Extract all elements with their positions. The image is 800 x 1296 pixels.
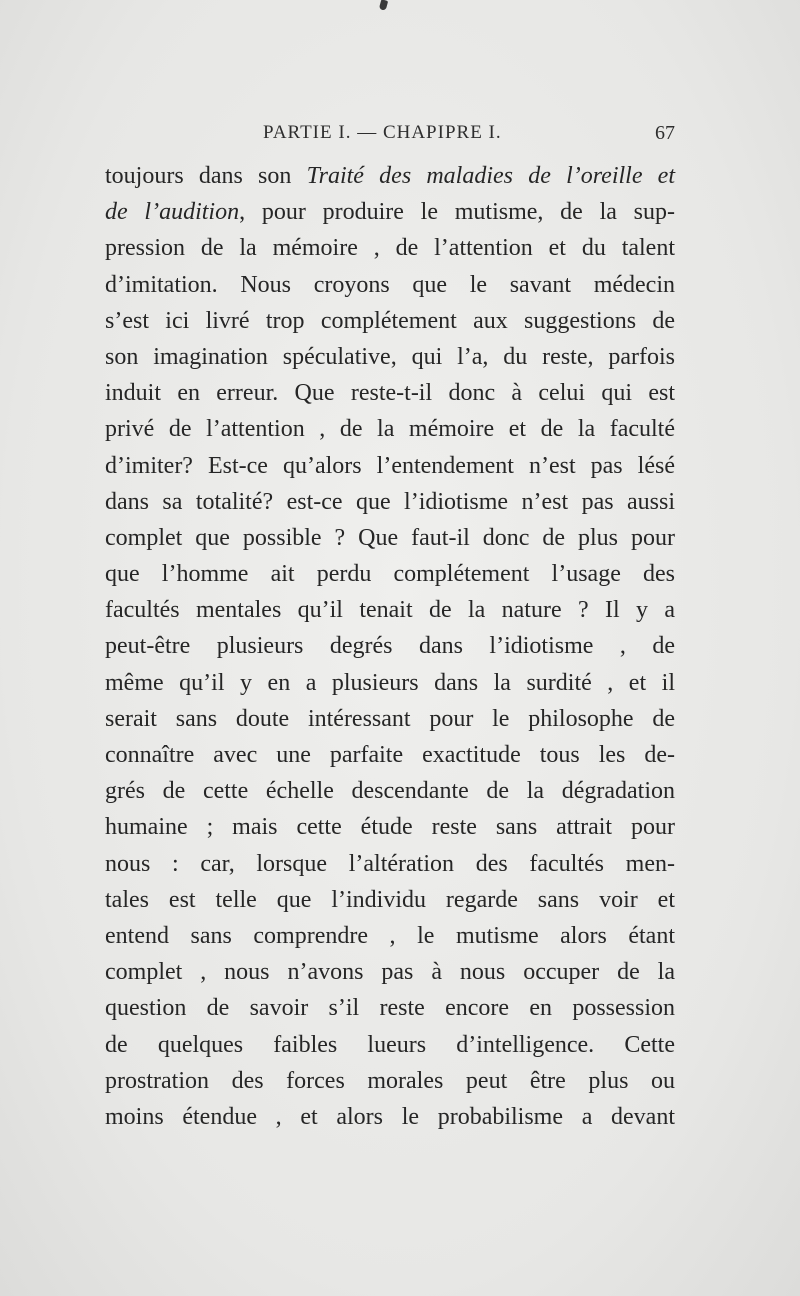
text-line: que l’homme ait perdu complétement l’usage des bbox=[105, 561, 675, 588]
text-line: son imagination spéculative, qui l’a, du reste, parfois bbox=[105, 343, 675, 370]
text-line: pression de la mémoire , de l’attention et du talent bbox=[105, 235, 675, 262]
text-line: induit en erreur. Que reste-t-il donc à celui qui est bbox=[105, 380, 675, 407]
text-line: humaine ; mais cette étude reste sans attrait pour bbox=[105, 814, 675, 841]
text-line: s’est ici livré trop complétement aux suggestions de bbox=[105, 307, 675, 334]
text-line: complet , nous n’avons pas à nous occuper de la bbox=[105, 959, 675, 986]
text-line: question de savoir s’il reste encore en possession bbox=[105, 995, 675, 1022]
text-line bbox=[105, 194, 675, 230]
text-line: tales est telle que l’individu regarde sans voir et bbox=[105, 886, 675, 913]
text-line: dans sa totalité? est-ce que l’idiotisme n’est pas aussi bbox=[105, 488, 675, 515]
text-line: privé de l’attention , de la mémoire et de la faculté bbox=[105, 416, 675, 443]
text-line: prostration des forces morales peut être plus ou bbox=[105, 1067, 675, 1094]
ink-mark bbox=[379, 0, 388, 11]
page-number: 67 bbox=[655, 122, 675, 144]
text-line bbox=[105, 158, 675, 194]
text-line: même qu’il y en a plusieurs dans la surdité , et il bbox=[105, 669, 675, 696]
text-line: nous : car, lorsque l’altération des facultés men- bbox=[105, 850, 675, 877]
running-title: PARTIE I. — CHAPIPRE I. bbox=[263, 122, 502, 143]
text-line: de quelques faibles lueurs d’intelligence. Cette bbox=[105, 1031, 675, 1058]
page-header bbox=[105, 122, 675, 152]
text-line: moins étendue , et alors le probabilisme a devant bbox=[105, 1103, 675, 1130]
body-text bbox=[105, 158, 675, 1135]
text-line: peut-être plusieurs degrés dans l’idiotisme , de bbox=[105, 633, 675, 660]
text-line: serait sans doute intéressant pour le philosophe de bbox=[105, 705, 675, 732]
italic-title: de l’audition bbox=[105, 199, 240, 226]
text-span: , pour produire le mutisme, de la sup- bbox=[239, 199, 675, 226]
text-line: entend sans comprendre , le mutisme alors étant bbox=[105, 922, 675, 949]
text-line: d’imiter? Est-ce qu’alors l’entendement n’est pas lésé bbox=[105, 452, 675, 479]
italic-title: Traité des maladies de l’oreille et bbox=[306, 163, 675, 189]
text-line: grés de cette échelle descendante de la dégradation bbox=[105, 778, 675, 805]
text-line: d’imitation. Nous croyons que le savant médecin bbox=[105, 271, 675, 298]
text-line: facultés mentales qu’il tenait de la nature ? Il y a bbox=[105, 597, 675, 624]
text-line: complet que possible ? Que faut-il donc de plus pour bbox=[105, 524, 675, 551]
text-span: toujours dans son bbox=[105, 163, 307, 189]
text-line: connaître avec une parfaite exactitude tous les de- bbox=[105, 742, 675, 768]
